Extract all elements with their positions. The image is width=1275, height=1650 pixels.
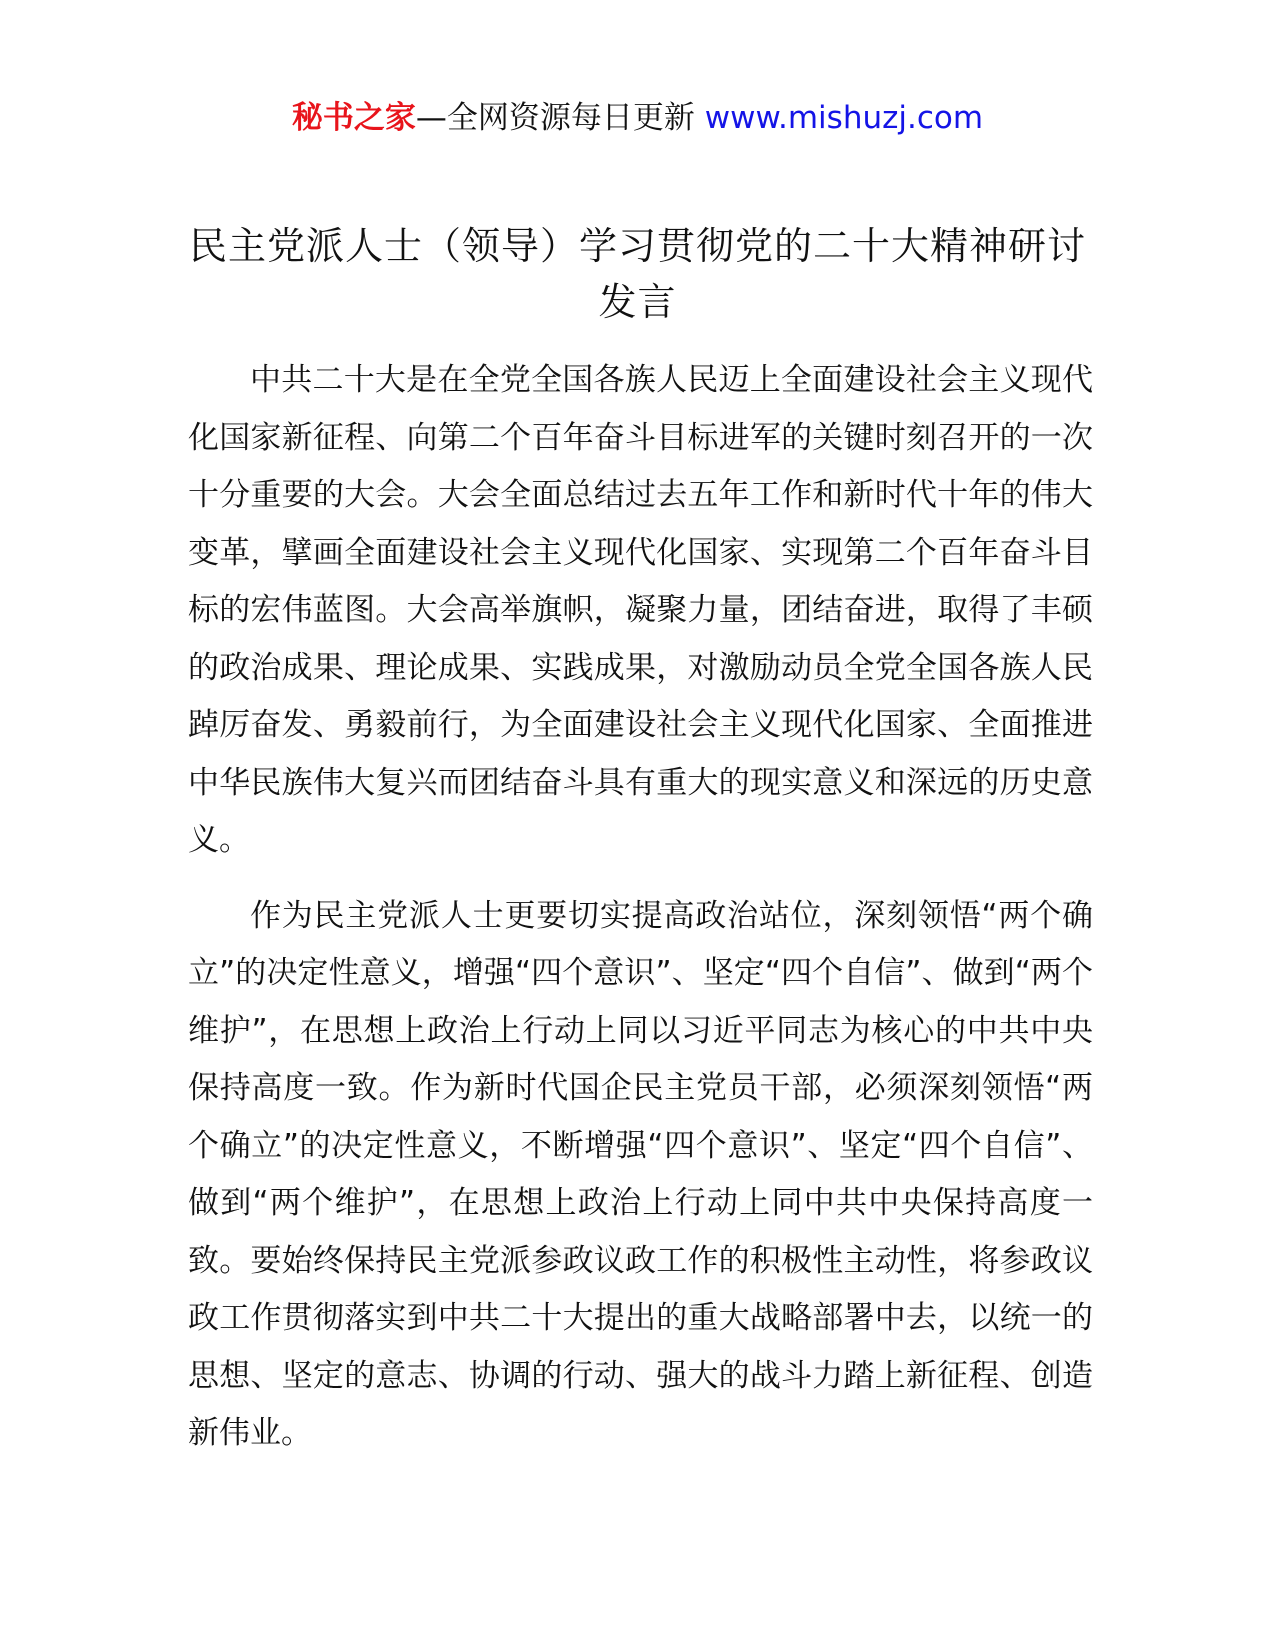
- document-body: [188, 352, 1093, 1481]
- document-title: 民主党派人士（领导）学习贯彻党的二十大精神研讨发言: [188, 224, 1086, 324]
- site-brand: 秘书之家: [291, 100, 416, 136]
- site-url-link[interactable]: www.mishuzj.com: [704, 100, 984, 136]
- paragraph-2: 作为民主党派人士更要切实提高政治站位，深刻领悟“两个确立”的决定性意义，增强“四个意识”、坚定“四个自信”、做到“两个维护”，在思想上政治上行动上同以习近平同志为核心的中共中央保持高度一致。作为新时代国企民主党员干部，必须深刻领悟“两个确立”的决定性意义，不断增强“四个意识”、坚定“四个自信”、做到“两个维护”，在思想上政治上行动上同中共中央保持高度一致。要始终保持民主党派参政议政工作的积极性主动性，将参政议政工作贯彻落实到中共二十大提出的重大战略部署中去，以统一的思想、坚定的意志、协调的行动、强大的战斗力踏上新征程、创造新伟业。: [188, 897, 1093, 1451]
- site-tagline: —全网资源每日更新: [415, 100, 695, 136]
- site-header: [0, 96, 1275, 140]
- paragraph-1: 中共二十大是在全党全国各族人民迈上全面建设社会主义现代化国家新征程、向第二个百年奋斗目标进军的关键时刻召开的一次十分重要的大会。大会全面总结过去五年工作和新时代十年的伟大变革，擘画全面建设社会主义现代化国家、实现第二个百年奋斗目标的宏伟蓝图。大会高举旗帜，凝聚力量，团结奋进，取得了丰硕的政治成果、理论成果、实践成果，对激励动员全党全国各族人民踔厉奋发、勇毅前行，为全面建设社会主义现代化国家、全面推进中华民族伟大复兴而团结奋斗具有重大的现实意义和深远的历史意义。: [188, 362, 1093, 858]
